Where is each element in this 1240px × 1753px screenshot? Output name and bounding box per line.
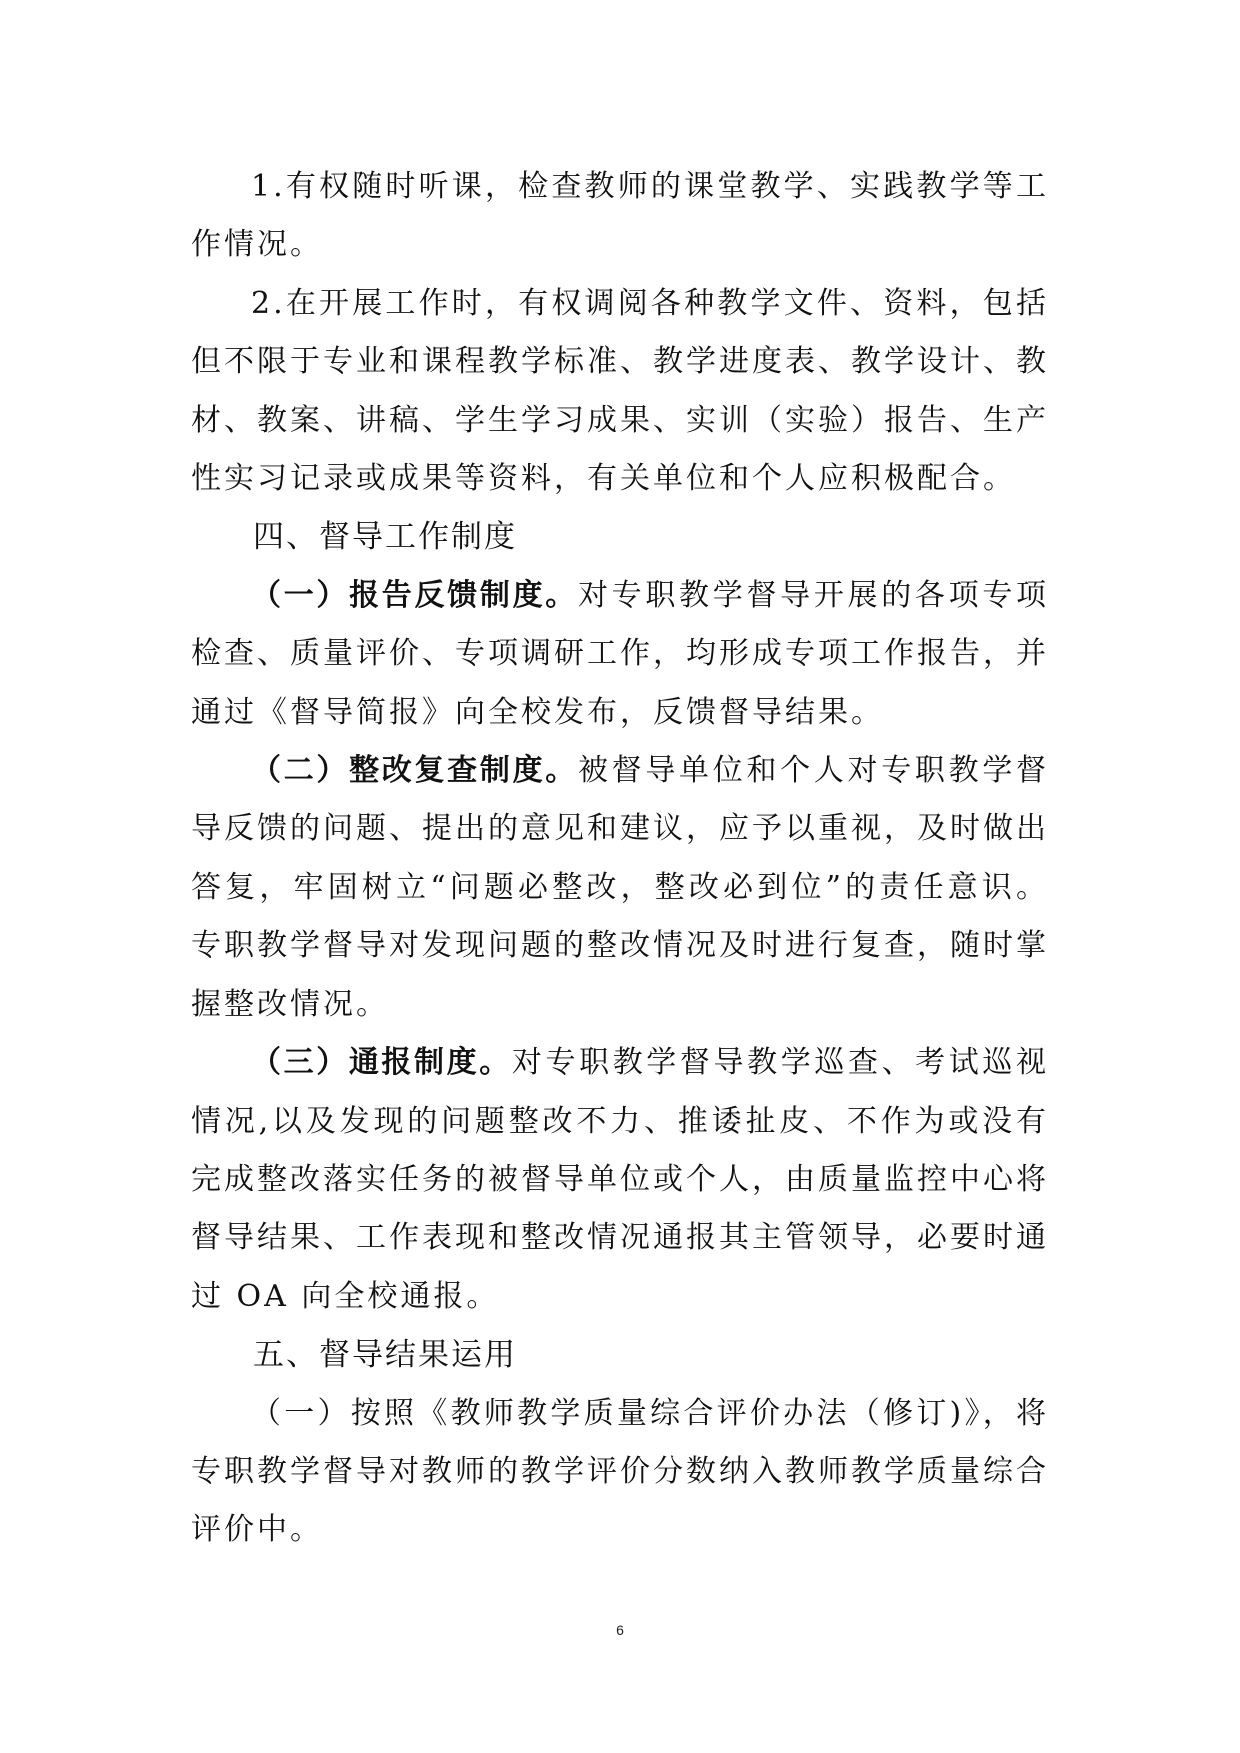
document-body bbox=[191, 158, 1049, 1560]
section-heading-4: 四、督导工作制度 bbox=[253, 519, 517, 556]
paragraph-body-rectification-review: 被督导单位和个人对专职教学督导反馈的问题、提出的意见和建议，应予以重视，及时做出答复，牢固树立“问题必整改，整改必到位”的责任意识。专职教学督导对发现问题的整改情况及时进行复查，随时掌握整改情况。 bbox=[191, 753, 1050, 1022]
page-number: 6 bbox=[616, 1622, 624, 1638]
paragraph-body-report-feedback: 对专职教学督导开展的各项专项检查、质量评价、专项调研工作，均形成专项工作报告，并通过《督导简报》向全校发布，反馈督导结果。 bbox=[191, 577, 1050, 730]
section-heading-5: 五、督导结果运用 bbox=[253, 1337, 517, 1374]
paragraph-report-feedback bbox=[191, 567, 1049, 742]
paragraph-right-1: 1.有权随时听课，检查教师的课堂教学、实践教学等工作情况。 bbox=[191, 169, 1049, 263]
paragraph-lead-report-feedback: （一）报告反馈制度。 bbox=[251, 577, 578, 613]
paragraph-result-use-1: （一）按照《教师教学质量综合评价办法（修订)》，将专职教学督导对教师的教学评价分数纳入教师教学质量综合评价中。 bbox=[191, 1395, 1049, 1548]
paragraph-lead-rectification-review: （二）整改复查制度。 bbox=[251, 753, 578, 789]
paragraph-rectification-review bbox=[191, 742, 1049, 1034]
paragraph-body-notification: 对专职教学督导教学巡查、考试巡视情况,以及发现的问题整改不力、推诿扯皮、不作为或没有完成整改落实任务的被督导单位或个人，由质量监控中心将督导结果、工作表现和整改情况通报其主管领导，必要时通过 OA 向全校通报。 bbox=[191, 1045, 1050, 1314]
paragraph-right-2: 2.在开展工作时，有权调阅各种教学文件、资料，包括但不限于专业和课程教学标准、教学进度表、教学设计、教材、教案、讲稿、学生学习成果、实训（实验）报告、生产性实习记录或成果等资料，有关单位和个人应积极配合。 bbox=[191, 285, 1049, 497]
paragraph-notification bbox=[191, 1034, 1049, 1326]
paragraph-lead-notification: （三）通报制度。 bbox=[251, 1045, 512, 1081]
